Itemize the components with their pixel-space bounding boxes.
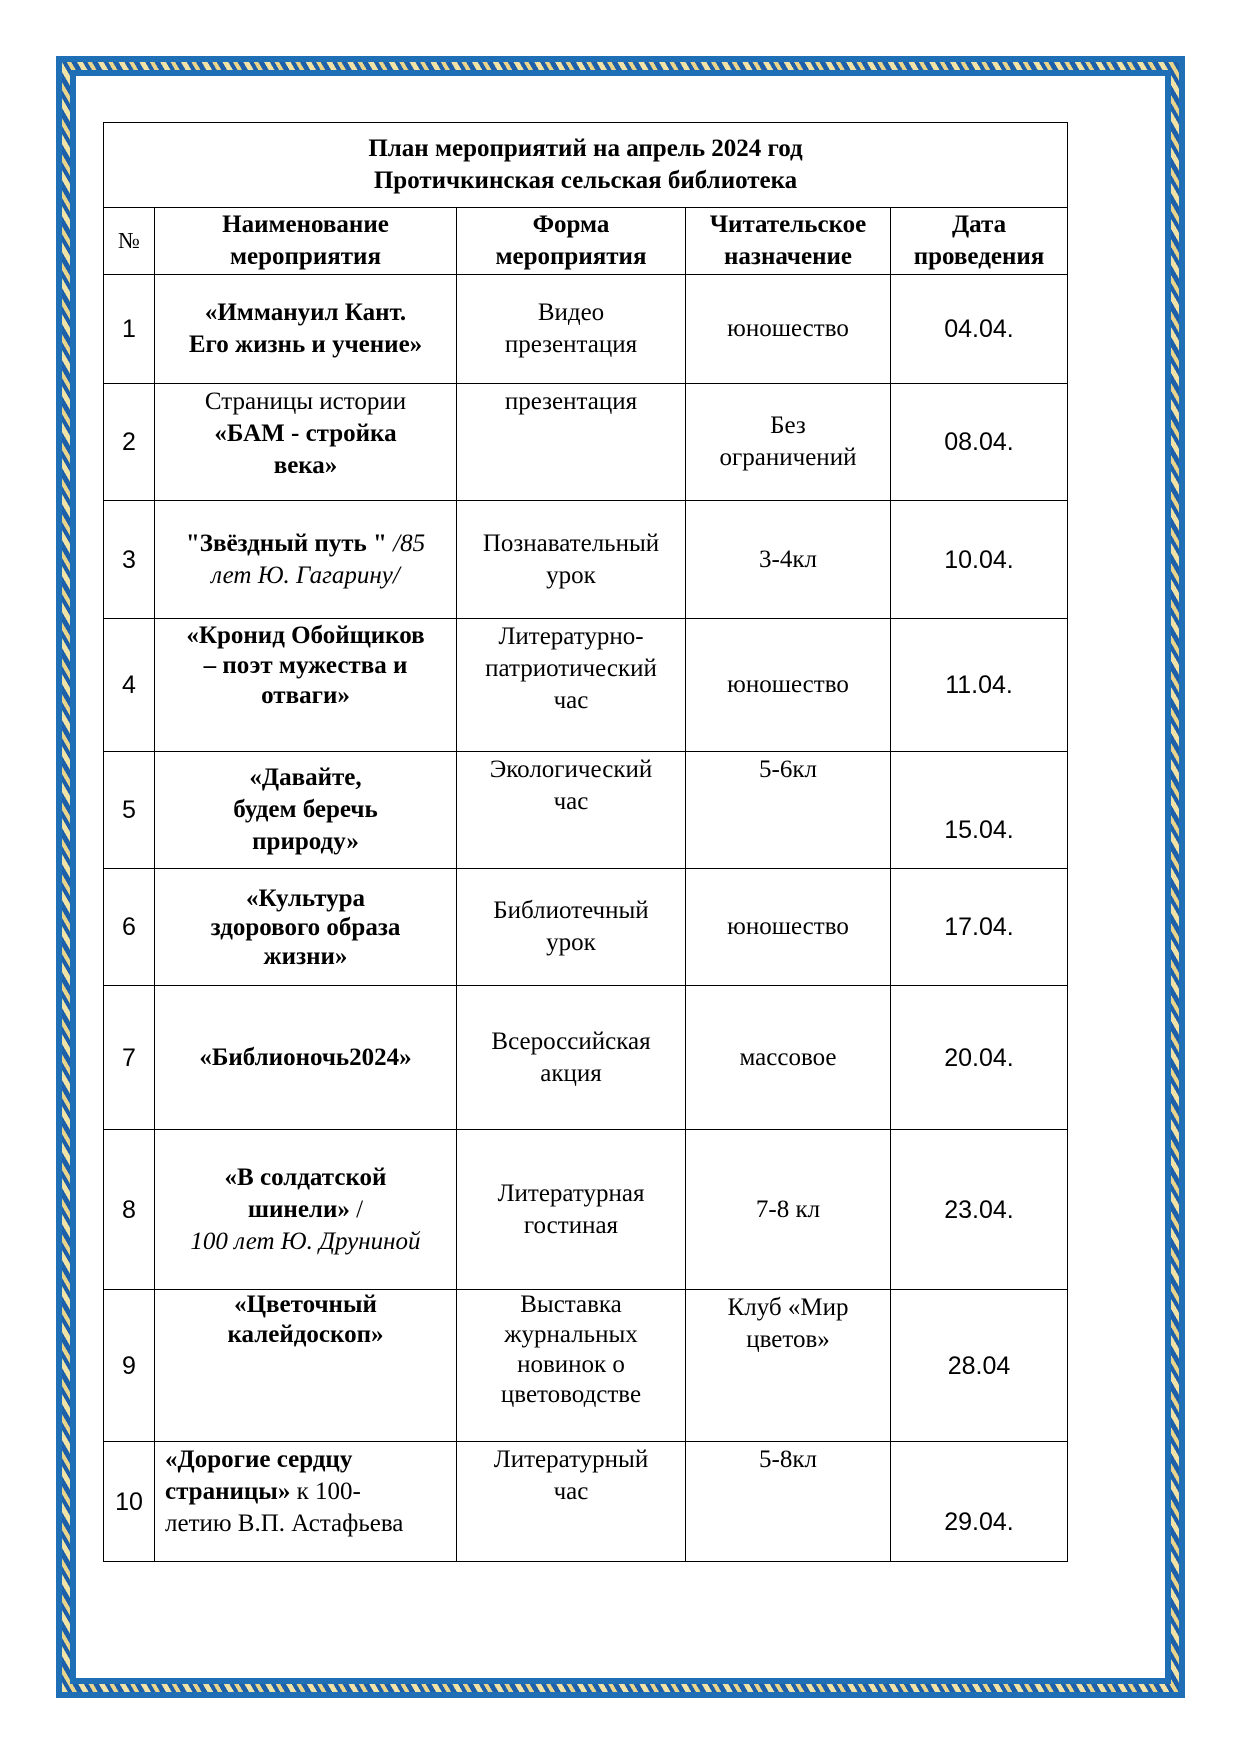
event-form-l4: цветоводстве (500, 1381, 642, 1408)
event-form-l2: журнальных (504, 1321, 638, 1348)
event-name: «Библионочь2024» (155, 986, 457, 1130)
event-name-italic-2: лет Ю. Гагарину/ (211, 561, 400, 589)
event-form-l1: Библиотечный (493, 897, 649, 924)
event-form-l1: Литературная (497, 1179, 645, 1207)
row-num: 10 (104, 1442, 155, 1562)
event-form-l2: урок (546, 561, 596, 589)
event-audience: юношество (686, 619, 891, 752)
event-audience-l2: цветов» (746, 1326, 830, 1353)
event-audience-l1: Без (770, 412, 806, 439)
header-name-l1: Наименование (222, 211, 389, 238)
event-audience: юношество (686, 869, 891, 986)
event-form (457, 275, 686, 384)
event-form (457, 619, 686, 752)
event-form (457, 869, 686, 986)
title-row (104, 123, 1068, 208)
event-name-l1: «Культура (245, 884, 366, 912)
event-date: 20.04. (891, 986, 1068, 1130)
title-line-1: План мероприятий на апрель 2024 год (368, 135, 803, 162)
event-name-l3: отваги» (261, 682, 350, 709)
event-form-l3: новинок о (517, 1351, 625, 1378)
table-row (104, 501, 1068, 619)
table-row (104, 1290, 1068, 1442)
header-form-l2: мероприятия (495, 243, 647, 270)
table-row (104, 384, 1068, 501)
event-audience-l1: Клуб «Мир (727, 1294, 849, 1321)
event-audience (686, 384, 891, 501)
event-name (155, 752, 457, 869)
event-name-l1: «В солдатской (224, 1163, 387, 1191)
header-form-l1: Форма (532, 211, 610, 238)
event-date: 17.04. (891, 869, 1068, 986)
event-name-pre: Страницы истории (204, 388, 407, 415)
header-row (104, 208, 1068, 275)
row-num: 1 (104, 275, 155, 384)
event-form (457, 1130, 686, 1290)
event-name (155, 384, 457, 501)
header-name-l2: мероприятия (230, 243, 381, 270)
event-date: 10.04. (891, 501, 1068, 619)
event-name-l2: здорового образа (210, 913, 401, 941)
table-row (104, 986, 1068, 1130)
event-form-l2: час (553, 788, 589, 815)
event-form-l2: акция (540, 1059, 602, 1087)
event-name-bold-2: страницы» (165, 1478, 291, 1505)
event-audience (686, 1290, 891, 1442)
row-num: 2 (104, 384, 155, 501)
event-name (155, 869, 457, 986)
event-date: 28.04 (891, 1290, 1068, 1442)
page-title (104, 123, 1068, 208)
event-form-l1: Выставка (520, 1291, 622, 1318)
event-date: 08.04. (891, 384, 1068, 501)
header-date-l1: Дата (951, 211, 1007, 238)
row-num: 4 (104, 619, 155, 752)
event-name-l2: века» (273, 452, 338, 479)
event-name-l1: «Иммануил Кант. (204, 299, 407, 326)
event-form-l1: Всероссийская (491, 1027, 651, 1055)
event-date: 04.04. (891, 275, 1068, 384)
event-audience: массовое (686, 986, 891, 1130)
event-date: 15.04. (891, 752, 1068, 869)
event-name (155, 275, 457, 384)
event-name-l1: «Цветочный (234, 1291, 377, 1318)
events-plan-table (103, 122, 1068, 1562)
event-date: 29.04. (891, 1442, 1068, 1562)
header-audience-l1: Читательское (709, 211, 867, 238)
event-name-text-2: к 100- (290, 1478, 361, 1505)
event-form (457, 752, 686, 869)
event-form: презентация (457, 384, 686, 501)
event-name (155, 1442, 457, 1562)
event-name-l1: «Кронид Обойщиков (186, 622, 425, 649)
header-num: № (104, 208, 155, 275)
event-name (155, 1130, 457, 1290)
event-form-l1: Видео (537, 299, 605, 326)
event-name (155, 1290, 457, 1442)
title-line-2: Протичкинская сельская библиотека (373, 167, 798, 194)
event-form-l1: Литературный (493, 1446, 649, 1473)
event-name-l2: будем беречь (233, 796, 378, 823)
event-audience: 7-8 кл (686, 1130, 891, 1290)
event-form-l2: час (553, 1478, 589, 1505)
event-name (155, 501, 457, 619)
table-row (104, 619, 1068, 752)
table-row (104, 1442, 1068, 1562)
row-num: 3 (104, 501, 155, 619)
event-name-text-3: летию В.П. Астафьева (165, 1510, 404, 1537)
event-audience: 5-6кл (686, 752, 891, 869)
event-name-l2: – поэт мужества и (203, 652, 408, 679)
event-name-bold: "Звёздный путь " (185, 529, 387, 557)
table-row (104, 869, 1068, 986)
event-form-l2: патриотический (485, 655, 657, 682)
event-form-l2: урок (546, 929, 596, 956)
table-row (104, 1130, 1068, 1290)
event-name-l1: «БАМ - стройка (214, 420, 397, 447)
event-date: 23.04. (891, 1130, 1068, 1290)
event-form (457, 1290, 686, 1442)
event-name-bold-1: «Дорогие сердцу (165, 1446, 353, 1473)
event-name (155, 619, 457, 752)
event-name-l2: калейдоскоп» (227, 1321, 384, 1348)
header-date-l2: проведения (913, 243, 1045, 270)
table-row (104, 752, 1068, 869)
event-name-separator: / (349, 1195, 364, 1223)
event-audience: 5-8кл (686, 1442, 891, 1562)
event-name-l1: «Давайте, (249, 764, 362, 791)
row-num: 9 (104, 1290, 155, 1442)
event-audience-l2: ограничений (719, 444, 857, 471)
event-name-l2: шинели» (247, 1195, 350, 1223)
event-audience: 3-4кл (686, 501, 891, 619)
header-audience (686, 208, 891, 275)
event-audience: юношество (686, 275, 891, 384)
event-form-l3: час (553, 687, 589, 714)
event-name-l2: Его жизнь и учение» (188, 331, 423, 358)
event-date: 11.04. (891, 619, 1068, 752)
event-form-l2: гостиная (523, 1211, 619, 1239)
row-num: 7 (104, 986, 155, 1130)
header-date (891, 208, 1068, 275)
event-form (457, 501, 686, 619)
event-form (457, 986, 686, 1130)
header-audience-l2: назначение (724, 243, 852, 270)
header-name (155, 208, 457, 275)
event-name-l3: природу» (252, 828, 359, 855)
event-form-l1: Экологический (489, 756, 653, 783)
event-form-l1: Познавательный (482, 529, 660, 557)
event-name-italic-1: /85 (386, 529, 426, 557)
event-form (457, 1442, 686, 1562)
row-num: 6 (104, 869, 155, 986)
event-name-italic: 100 лет Ю. Друниной (190, 1227, 421, 1255)
event-name-l3: жизни» (263, 942, 348, 970)
event-form-l2: презентация (504, 331, 638, 358)
row-num: 8 (104, 1130, 155, 1290)
header-form (457, 208, 686, 275)
row-num: 5 (104, 752, 155, 869)
table-row (104, 275, 1068, 384)
event-form-l1: Литературно- (498, 623, 644, 650)
